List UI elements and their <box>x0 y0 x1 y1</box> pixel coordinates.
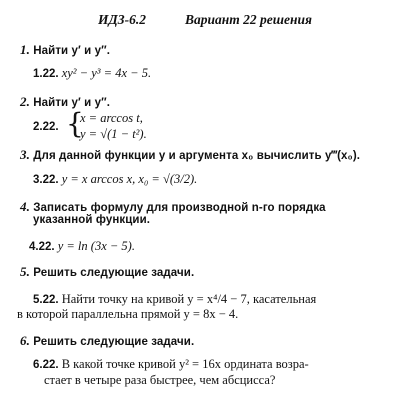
task-text: Найти y′ и y″. <box>33 45 111 57</box>
item-6-22-line-2: стает в четыре раза быстрее, чем абсцисса? <box>44 373 276 387</box>
task-4-line-2: указанной функции. <box>33 214 151 226</box>
system-line-2: y = √(1 − t²). <box>80 127 147 141</box>
system-line-1: x = arccos t, <box>80 111 143 125</box>
task-number: 2. <box>20 94 30 109</box>
item-label: 6.22. <box>33 359 59 371</box>
task-number: 4. <box>20 199 30 214</box>
item-1-22 <box>33 66 151 81</box>
task-6 <box>20 333 194 349</box>
item-label: 3.22. <box>33 174 59 186</box>
task-text: Решить следующие задачи. <box>33 267 195 279</box>
item-line-1: В какой точке кривой y² = 16x ордината возра- <box>61 357 309 371</box>
item-expression: y = x arccos x, x₀ = √(3/2). <box>61 172 198 186</box>
task-text: Найти y′ и y″. <box>33 97 111 109</box>
item-expression: y = ln (3x − 5). <box>57 239 135 253</box>
task-text: Для данной функции y и аргумента x₀ вычислить y‴(x₀). <box>33 150 361 162</box>
item-6-22 <box>33 357 309 372</box>
task-number: 3. <box>20 147 30 162</box>
item-line-1: Найти точку на кривой y = x⁴/4 − 7, касательная <box>61 292 317 306</box>
task-number: 1. <box>20 42 30 57</box>
task-text: Решить следующие задачи. <box>33 336 195 348</box>
task-text: Записать формулу для производной n-го порядка <box>33 202 326 214</box>
task-4 <box>20 199 326 215</box>
item-label: 4.22. <box>29 241 55 253</box>
item-label: 2.22. <box>33 121 59 133</box>
task-number: 5. <box>20 264 30 279</box>
item-label: 5.22. <box>33 294 59 306</box>
item-4-22 <box>29 239 135 254</box>
item-expression: xy² − y³ = 4x − 5. <box>61 66 152 80</box>
system-brace: { <box>66 107 84 140</box>
item-3-22 <box>33 172 197 187</box>
item-label: 1.22. <box>33 68 59 80</box>
header-right: Вариант 22 решения <box>185 12 312 27</box>
header-left: ИДЗ-6.2 <box>98 12 146 27</box>
task-3 <box>20 147 360 163</box>
task-number: 6. <box>20 333 30 348</box>
task-1 <box>20 42 110 58</box>
item-2-22 <box>33 119 59 134</box>
item-5-22-line-2: в которой параллельна прямой y = 8x − 4. <box>17 307 239 321</box>
item-5-22 <box>33 292 316 307</box>
task-5 <box>20 264 194 280</box>
